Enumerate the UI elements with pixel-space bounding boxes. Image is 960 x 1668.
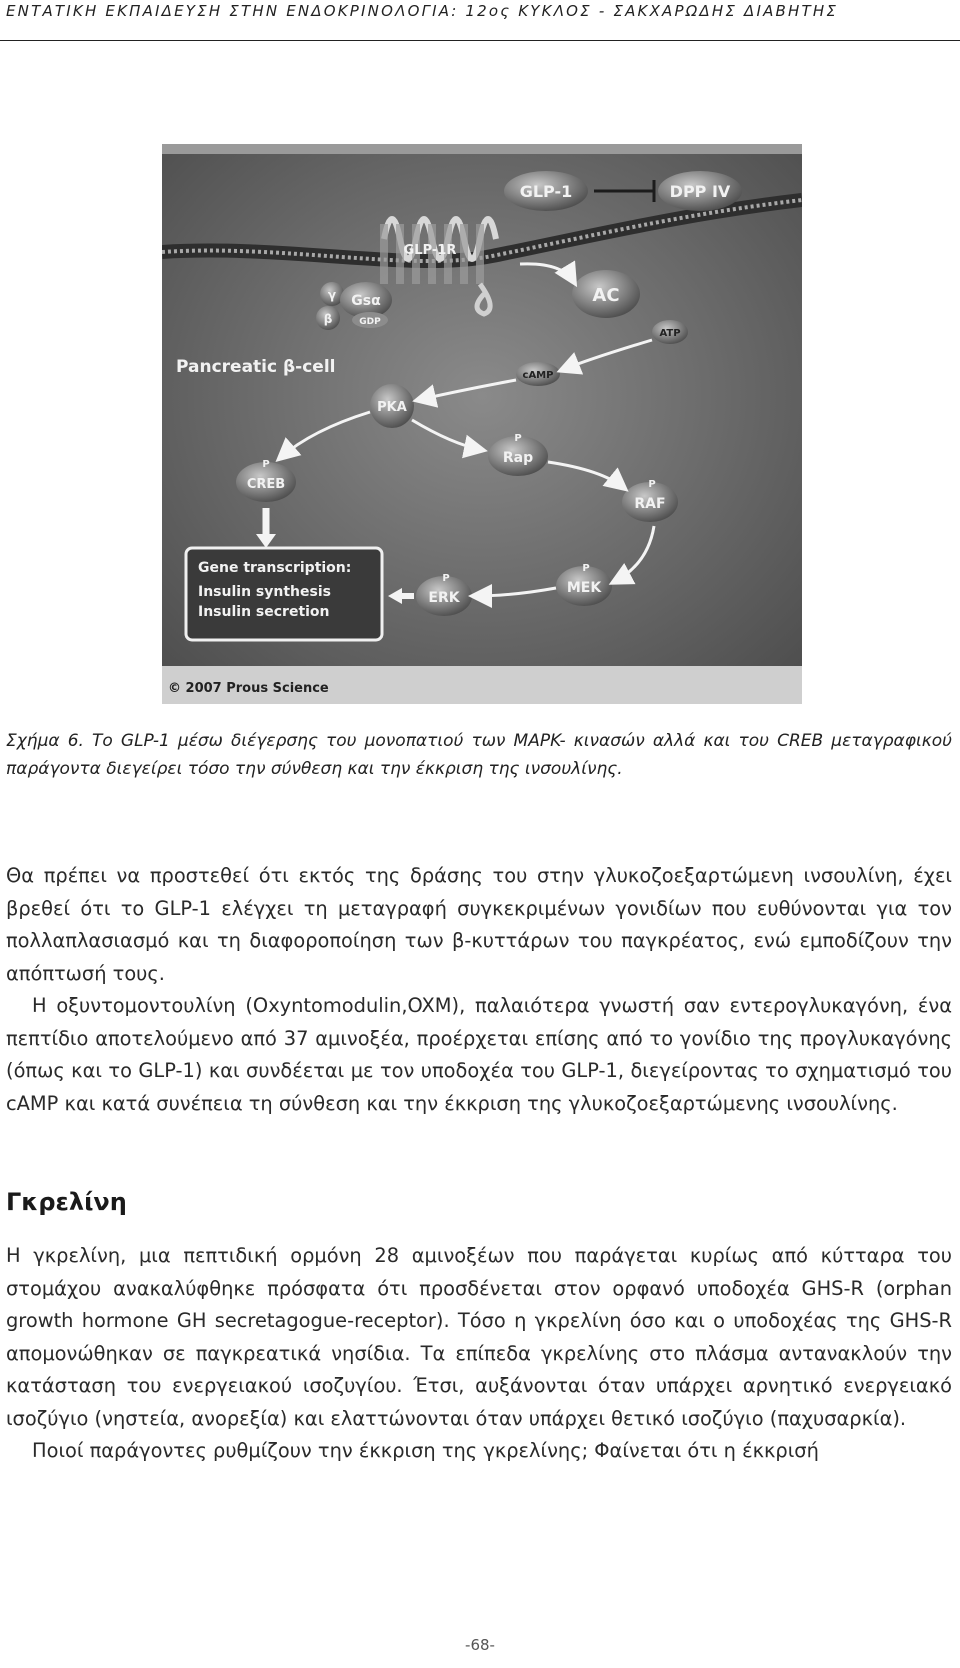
svg-text:Insulin synthesis: Insulin synthesis [198,584,331,600]
svg-text:P: P [648,479,656,490]
figure-caption: Σχήμα 6. Το GLP-1 μέσω διέγερσης του μονοπατιού των MAPK- κινασών αλλά και του CREB μεταγραφικού παράγοντα διεγείρει τόσο την σύνθεση και την έκκριση της ινσουλίνης. [6,731,952,779]
svg-text:P: P [582,563,590,574]
page-number: -68- [465,1636,495,1654]
svg-text:DPP IV: DPP IV [669,182,731,201]
dpp4-node [658,171,742,211]
pka-node [370,384,414,428]
atp-node [652,320,688,344]
svg-text:Rap: Rap [502,450,534,466]
section-paragraphs [6,1240,952,1468]
svg-text:Gene transcription:: Gene transcription: [198,560,352,576]
svg-text:CREB: CREB [246,477,286,492]
svg-text:cAMP: cAMP [522,370,554,381]
paragraph: Ποιοί παράγοντες ρυθμίζουν την έκκριση της γκρελίνης; Φαίνεται ότι η έκκρισή [32,1439,819,1462]
svg-text:P: P [442,573,450,584]
paragraph: Η οξυντομοντουλίνη (Oxyntomodulin,OXM), παλαιότερα γνωστή σαν εντερογλυκαγόνη, ένα πεπτίδιο αποτελούμενο από 37 αμινοξέα, προέρχεται επίσης από το γονίδιο της προγλυκαγόνης (όπως και το GLP-1) και συνδέεται με τον υποδοχέα του GLP-1, διεγείροντας το σχηματισμό του cAMP και κατά συνέπεια τη σύνθεση και την έκκριση της γλυκοζοεξαρτώμενης ινσουλίνης. [6,994,952,1115]
svg-text:GDP: GDP [359,317,381,327]
gene-transcription-box [186,548,382,640]
svg-text:P: P [514,433,522,444]
body-paragraphs [6,860,952,1120]
svg-text:P: P [262,459,270,470]
svg-text:RAF: RAF [634,496,666,512]
figure-copyright: © 2007 Prous Science [168,681,329,696]
section-heading: Γκρελίνη [6,1188,127,1216]
svg-text:GLP-1: GLP-1 [519,182,573,201]
cell-label: Pancreatic β-cell [176,357,336,377]
running-title: ΕΝΤΑΤΙΚΗ ΕΚΠΑΙΔΕΥΣΗ ΣΤΗΝ ΕΝΔΟΚΡΙΝΟΛΟΓΙΑ: 12ος ΚΥΚΛΟΣ - ΣΑΚΧΑΡΩΔΗΣ ΔΙΑΒΗΤΗΣ [6,2,839,20]
svg-text:MEK: MEK [566,580,602,596]
camp-node [516,362,560,386]
svg-text:ERK: ERK [428,590,460,606]
svg-text:PKA: PKA [377,400,407,415]
svg-text:γ: γ [327,288,337,302]
figure-diagram [162,144,802,704]
paragraph: Θα πρέπει να προστεθεί ότι εκτός της δράσης του στην γλυκοζοεξαρτώμενη ινσουλίνη, έχει βρεθεί ότι το GLP-1 ελέγχει τη μεταγραφή συγκεκριμένων γονιδίων που ευθύνονται για τον πολλαπλασιασμό και τη διαφοροποίηση των β-κυττάρων του παγκρέατος, ενώ εμποδίζουν την απόπτωσή τους. [6,864,952,985]
paragraph: Η γκρελίνη, μια πεπτιδική ορμόνη 28 αμινοξέων που παράγεται κυρίως από κύτταρα του στομάχου ανακαλύφθηκε πρόσφατα ότι προσδένεται στον ορφανό υποδοχέα GHS-R (orphan growth hormone GH secretagogue-receptor). Τόσο η γκρελίνη όσο και ο υποδοχέας της GHS-R απομονώθηκαν σε παγκρεατικά νησίδια. Τα επίπεδα γκρελίνης στο πλάσμα αντανακλούν την κατάσταση του ενεργειακού ισοζυγίου. Έτσι, αυξάνονται όταν υπάρχει αρνητικό ενεργειακό ισοζύγιο (νηστεία, ανορεξία) και ελαττώνονται όταν υπάρχει θετικό ισοζύγιο (παχυσαρκία). [6,1244,952,1430]
glp1-node [504,171,588,211]
svg-text:GLP-1R: GLP-1R [403,243,457,258]
svg-text:Gsα: Gsα [351,293,381,309]
svg-text:Insulin secretion: Insulin secretion [198,604,330,620]
ac-node [572,270,640,318]
svg-text:ATP: ATP [659,328,681,339]
running-header [0,0,960,41]
svg-text:AC: AC [592,285,620,306]
svg-text:β: β [323,312,333,326]
glp1-signaling-figure [162,144,802,704]
